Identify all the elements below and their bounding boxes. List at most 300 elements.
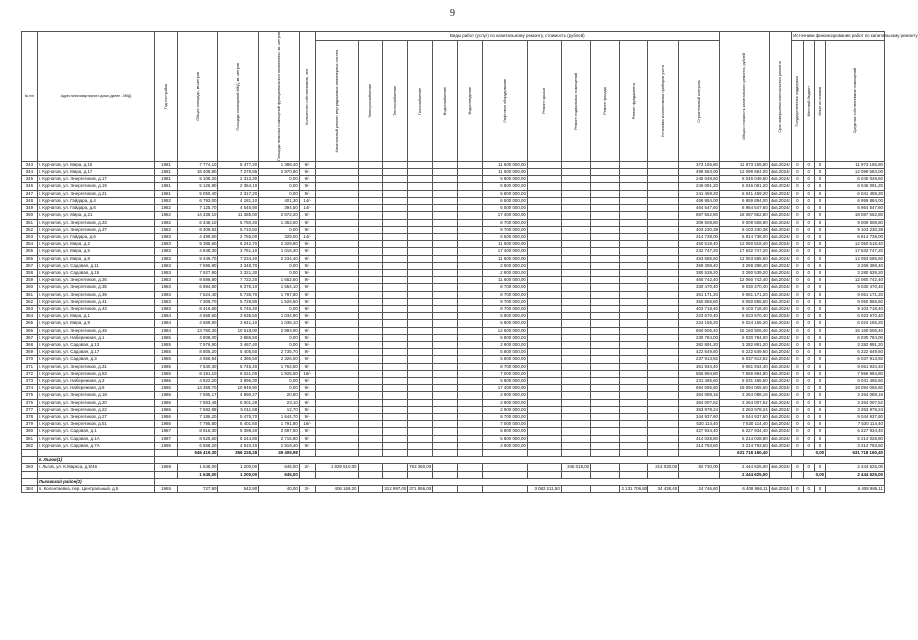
cell-tot: 2 444 625,00 [720,464,770,471]
cell-dev [647,334,679,341]
cell-fnd [620,277,647,284]
th-w-control: Строительный контроль [679,41,720,162]
section-row-lgov: г. Льгов(1) [22,457,885,464]
cell-fo: 0 [814,486,825,493]
cell-n: 370 [22,356,38,363]
cell-ctl: 314 738,00 [679,233,720,240]
cell-na: 12,70 [259,406,300,413]
cell-la: 3 896,30 [218,377,259,384]
cell-na: 394,50 [259,205,300,212]
cell-sys [315,435,358,442]
cell-ctl: 223 670,40 [679,313,720,320]
cell-n: 380 [22,428,38,435]
cell-fac [591,442,620,449]
cell-heat [383,399,408,406]
cell-wat [433,269,458,276]
cell-ta: 6 448,10 [177,219,218,226]
cell-ctl: 309 508,80 [679,219,720,226]
cell-gas [408,442,433,449]
cell-y: 1983 [155,255,178,262]
cell-sys [315,377,358,384]
cell-ta: 9 449,70 [177,255,218,262]
cell-heat [383,284,408,291]
cell-gas [408,399,433,406]
cell-ta: 4 499,50 [177,233,218,240]
cell-tot: 7 556 994,80 [720,370,770,377]
cell-el [358,320,383,327]
cell-heat [383,320,408,327]
cell-n: 361 [22,291,38,298]
cell-ta: 7 795,80 [177,421,218,428]
cell-gas [408,370,433,377]
cell-sew [457,169,482,176]
cell-fo: 0 [814,413,825,420]
cell-wat [433,291,458,298]
cell-fac [591,428,620,435]
cell-fo: 0 [814,435,825,442]
cell-sew [457,370,482,377]
cell-roof [527,442,561,449]
table-row [22,442,885,449]
cell-addr: г. Курчатов, ул. Набережная, д.1 [37,334,154,341]
cell-addr: г. Курчатов, ул. Садовая, д.1А [37,435,154,442]
cell-wat [433,176,458,183]
cell-ctl: 403 230,38 [679,226,720,233]
cell-wat [433,392,458,399]
cell-res: 9/- [299,435,315,442]
table-row [22,327,885,334]
cell-gas [408,190,433,197]
cell-ctl: 687 552,80 [679,212,720,219]
cell-dev [647,233,679,240]
cell-fnd [620,363,647,370]
cell-sys [315,161,358,168]
table-row [22,349,885,356]
cell-fl: 0 [803,327,814,334]
cell-roof [527,406,561,413]
cell-fw: 6 024 155,20 [826,320,885,327]
cell-el [358,205,383,212]
cell-fw: 6 031 465,60 [826,377,885,384]
cell-basm: 345 015,00 [561,464,590,471]
cell-fw: 12 053 585,60 [826,255,885,262]
cell-lift: 8 700 000,00 [482,291,527,298]
cell-fs: 0 [792,486,803,493]
cell-lift: 8 700 000,00 [482,226,527,233]
cell-dl: 4кв.2024г [770,176,791,182]
cell-sew [457,241,482,248]
cell-fac [591,255,620,262]
cell-fl: 0 [803,442,814,449]
table-row [22,363,885,370]
cell-fs: 0 [792,262,803,269]
cell-el [358,269,383,276]
cell-gas [408,435,433,442]
cell-sew [457,226,482,233]
cell-sys [315,255,358,262]
cell-fw: 12 050 518,40 [826,241,885,248]
cell-y: 1981 [155,183,178,190]
cell-wat [433,255,458,262]
cell-ctl: 530 114,40 [679,421,720,428]
cell-roof [527,334,561,341]
cell-fnd [620,190,647,197]
cell-gas: 763 350,00 [409,464,432,470]
cell-y: 1995 [155,442,178,449]
cell-dl: 4кв.2024г [770,486,791,492]
table-row [22,277,885,284]
cell-heat [383,197,408,204]
cell-fo: 0 [814,392,825,399]
cell-el [358,255,383,262]
cell-basm [561,349,590,356]
cell-heat [383,377,408,384]
cell-na: 1 388,40 [259,161,300,168]
cell-fw: 9 044 937,60 [826,413,885,420]
cell-lift: 17 400 000,00 [482,212,527,219]
cell-na: 645,00 [259,464,300,471]
cell-sew [457,399,482,406]
cell-dl: 4кв.2024г [770,205,791,211]
cell-basm [561,176,590,183]
cell-wat [433,486,458,493]
cell-basm [561,284,590,291]
cell-sew [457,197,482,204]
cell-gas [408,255,433,262]
cell-wat [433,219,458,226]
cell-fac [591,248,620,255]
cell-dl: 4кв.2024г [770,233,791,239]
cell-lift: 5 800 000,00 [482,313,527,320]
cell-n: 364 [22,313,38,320]
cell-fo: 0 [814,442,825,449]
cell-na: 0,00 [259,262,300,269]
table-row [22,320,885,327]
cell-fl: 0 [803,356,814,363]
cell-tot: 9 061 934,40 [720,363,770,370]
cell-fs: 0 [792,464,803,471]
cell-na: 1 764,50 [259,363,300,370]
cell-ctl: 694 065,60 [679,385,720,392]
cell-fnd [620,205,647,212]
cell-lift: 2 900 000,00 [482,392,527,399]
cell-heat [383,313,408,320]
cell-heat [383,176,408,183]
cell-la: 4 396,50 [218,356,259,363]
cell-na: 1 925,50 [259,370,300,377]
cell-wat [433,226,458,233]
cell-dev [647,183,679,190]
cell-ta: 7 186,20 [177,413,218,420]
cell-la: 2 313,30 [218,176,259,183]
cell-gas [408,385,433,392]
cell-sew [457,284,482,291]
cell-la: 5 746,40 [218,305,259,312]
table-row [22,428,885,435]
cell-el [358,305,383,312]
cell-fo: 0 [814,284,825,291]
th-w-el: Электроснабжение [358,41,383,162]
cell-heat [383,349,408,356]
cell-tot: 6 214 028,80 [720,435,770,442]
cell-fs: 0 [792,435,803,442]
cell-roof [527,428,561,435]
cell-gas [408,212,433,219]
cell-lift: 2 900 000,00 [482,406,527,413]
cell-fo: 0 [814,262,825,269]
cell-ctl: 464 547,60 [679,205,720,212]
cell-tot: 9 050 865,60 [720,298,770,305]
cell-wat [433,212,458,219]
cell-fnd [620,435,647,442]
cell-fnd [620,241,647,248]
cell-ta: 7 524,40 [177,291,218,298]
cell-res: 9/- [299,406,315,413]
cell-fw: 6 046 091,20 [826,183,885,190]
cell-res: 9/- [299,442,315,449]
cell-wat [433,341,458,348]
cell-addr: г. Курчатов, ул. Энергетиков, д.18 [37,392,154,399]
cell-lift: 2 900 000,00 [482,341,527,348]
th-fund-group: Источники финансирования работ по капитальному ремонту [792,32,885,41]
cell-tot: 3 263 978,24 [720,406,770,413]
cell-fnd [620,262,647,269]
cell-fnd [620,212,647,219]
cell-tot: 12 050 518,40 [720,241,770,248]
cell-addr: г. Курчатов, ул. Садовая, д.15 [37,269,154,276]
cell-fac [591,212,620,219]
cell-lift: 8 700 000,00 [482,363,527,370]
cell-fw: 9 009 508,80 [826,219,885,226]
cell-res: 9/- [299,241,315,248]
cell-basm [561,370,590,377]
cell-y: 1983 [155,291,178,298]
cell-fs: 0 [792,356,803,363]
th-f-owners: Средства собственников помещений [826,41,885,162]
cell-tot: 12 053 585,60 [720,255,770,262]
cell-fs: 0 [792,161,803,168]
cell-la: 5 376,10 [218,284,259,291]
cell-fac [591,377,620,384]
cell-fs: 0 [792,428,803,435]
cell-fs: 0 [792,305,803,312]
table-row [22,205,885,212]
cell-ta: 8 416,60 [177,305,218,312]
cell-fw: 11 973 155,80 [826,161,885,168]
cell-fl: 0 [803,435,814,442]
cell-dev [647,428,679,435]
cell-dl: 4кв.2024г [770,212,791,218]
cell-ctl: 556 994,80 [679,370,720,377]
cell-y: 1982 [155,197,178,204]
cell-fo: 0 [814,370,825,377]
table-row [22,356,885,363]
cell-y: 1981 [155,169,178,176]
cell-sys [315,313,358,320]
th-w-devices: Установка коллективных приборов учета [647,41,679,162]
cell-sys [315,363,358,370]
cell-basm [561,486,590,493]
cell-fo: 0 [814,226,825,233]
cell-gas [408,428,433,435]
cell-fl: 0 [803,399,814,406]
cell-ta: 7 695,80 [177,262,218,269]
cell-el [358,421,383,428]
cell-fl: 0 [803,269,814,276]
cell-n: 350 [22,212,38,219]
cell-ctl: 369 398,40 [679,262,720,269]
cell-dev [647,406,679,413]
cell-sew [457,421,482,428]
cell-ta: 7 540,30 [177,363,218,370]
cell-ctl: 364 088,16 [679,392,720,399]
cell-el [358,442,383,449]
cell-roof [527,413,561,420]
cell-gas [408,291,433,298]
cell-dl: 4кв.2024г [770,428,791,434]
cell-roof [527,233,561,240]
cell-gas [408,284,433,291]
cell-res: 9/- [299,428,315,435]
cell-res: 16/- [299,370,315,377]
cell-ta: 7 125,70 [177,205,218,212]
cell-fw: 6 037 913,92 [826,356,885,363]
cell-y: 1981 [155,161,178,168]
table-row [22,399,885,406]
cell-ctl: 344 937,60 [679,413,720,420]
cell-fl: 0 [803,169,814,176]
cell-y: 1986 [155,392,178,399]
cell-fnd [620,233,647,240]
cell-dl: 4кв.2024г [770,334,791,340]
cell-na: 1 797,80 [259,291,300,298]
cell-dev [647,327,679,334]
cell-na: 2 870,80 [259,169,300,176]
cell-fs: 0 [792,269,803,276]
cell-fo: 0 [814,190,825,197]
cell-dev [647,298,679,305]
cell-lift [482,486,527,493]
cell-n: 374 [22,385,38,392]
cell-la: 5 475,70 [218,413,259,420]
cell-res: 9/- [299,399,315,406]
cell-sys [315,183,358,190]
cell-dev [647,291,679,298]
cell-la: 5 477,20 [218,161,259,168]
cell-sew [457,428,482,435]
cell-fw: 3 280 539,20 [826,269,885,276]
cell-fac [591,169,620,176]
cell-ta: 8 625,60 [177,435,218,442]
cell-fo: 0 [814,385,825,392]
table-body [22,161,885,449]
cell-dev [647,248,679,255]
cell-el [358,248,383,255]
cell-fw: 6 023 670,40 [826,313,885,320]
cell-lift: 14 500 000,00 [482,327,527,334]
cell-fs: 0 [792,320,803,327]
cell-n: 368 [22,341,38,348]
cell-dl: 4кв.2024г [770,248,791,254]
cell-roof [527,197,561,204]
cell-wat [433,377,458,384]
cell-na: 0,00 [259,305,300,312]
cell-dev [647,219,679,226]
cell-ctl: 450 518,40 [679,241,720,248]
cell-roof [527,392,561,399]
th-cost-total: Общая стоимость капитального ремонта, рублей [720,32,770,162]
cell-ctl: 224 155,20 [679,320,720,327]
cell-basm [561,356,590,363]
cell-el [358,486,383,493]
cell-dev [647,313,679,320]
cell-res: 9/- [299,277,315,284]
cell-ctl: 459 884,00 [679,197,720,204]
table-row [22,255,885,262]
cell-ta: 6 884,80 [177,284,218,291]
cell-dev [647,212,679,219]
table-row [22,161,885,168]
cell-sew [457,486,482,493]
cell-ctl: 453 585,60 [679,255,720,262]
cell-fnd [620,413,647,420]
cell-sys [315,277,358,284]
cell-wat [433,233,458,240]
cell-ta: 7 585,17 [177,392,218,399]
cell-addr: г. Курчатов, ул. Гайдара, д.6 [37,233,154,240]
cell-el [358,349,383,356]
table-row [22,219,885,226]
cell-n: 353 [22,233,38,240]
cell-tot: 3 214 793,60 [720,442,770,449]
cell-ta: 7 774,10 [177,161,218,168]
cell-fnd [620,305,647,312]
cell-heat [383,262,408,269]
cell-wat [433,262,458,269]
cell-la: 3 761,10 [218,248,259,255]
cell-fnd [620,392,647,399]
cell-fnd [620,385,647,392]
cell-lift: 7 000 000,00 [482,421,527,428]
cell-res: 16/- [299,421,315,428]
cell-lift: 5 800 000,00 [482,356,527,363]
cell-el [358,399,383,406]
cell-fw: 6 214 028,80 [826,435,885,442]
table-row [22,464,885,471]
cell-fnd [620,421,647,428]
cell-fo: 0 [814,197,825,204]
cell-gas [408,205,433,212]
cell-gas [408,169,433,176]
cell-y: 1986 [155,413,178,420]
cell-fo: 0 [814,349,825,356]
cell-la: 3 321,30 [218,269,259,276]
cell-wat [433,183,458,190]
cell-heat [383,183,408,190]
cell-dl: 4кв.2024г [770,284,791,290]
cell-n: 359 [22,277,38,284]
cell-na: 0,00 [259,377,300,384]
cell-y: 1985 [155,349,178,356]
cell-addr: п. Колонтаевка, пер. Центральный, д.5 [37,486,154,493]
cell-basm [561,327,590,334]
cell-ta: 7 582,88 [177,406,218,413]
cell-sew [457,291,482,298]
cell-tot: 6 227 934,40 [720,428,770,435]
th-w-lift: Лифтовое оборудование [482,41,527,162]
cell-addr: г. Курчатов, ул. Энергетиков, д.22 [37,406,154,413]
cell-gas [408,277,433,284]
